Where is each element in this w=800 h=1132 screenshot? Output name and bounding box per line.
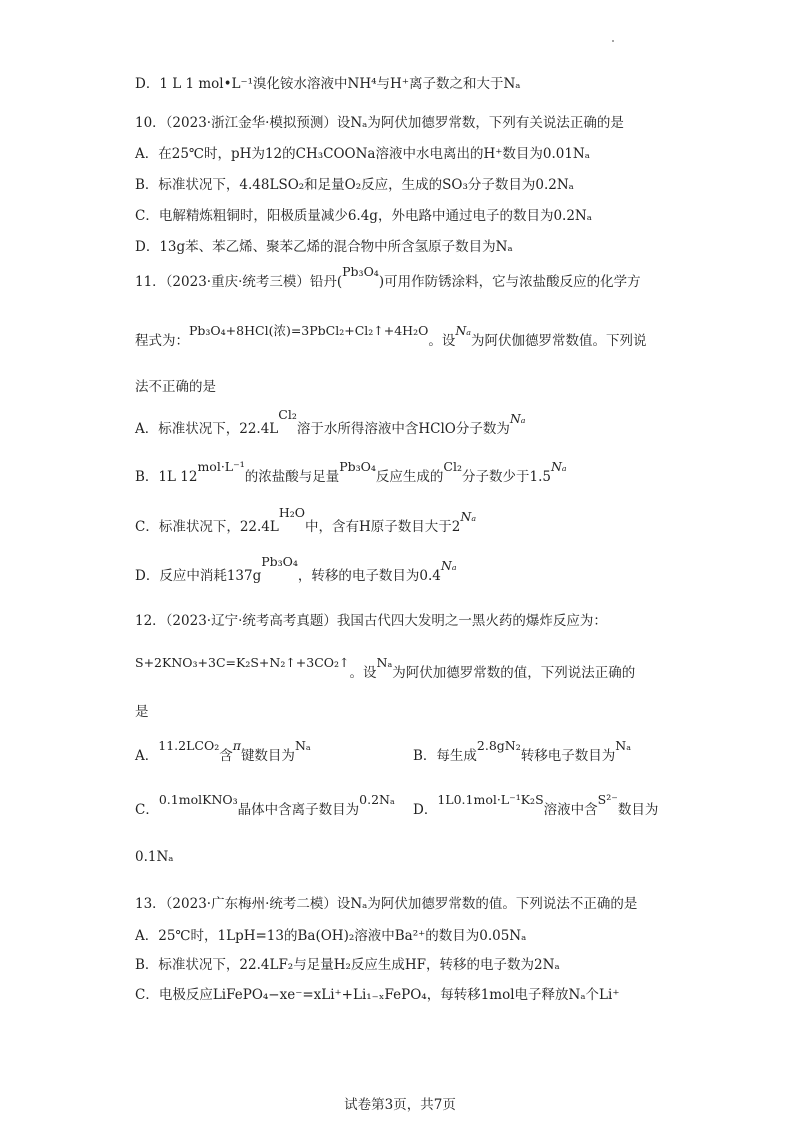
q13-option-c: C．电极反应LiFePO₄−xe⁻=xLi⁺+Li₁₋ₓFePO₄，每转移1mol电子释放Nₐ个Li⁺ [135,987,620,1003]
q11-option-c: C．标准状况下，22.4LH₂O中，含有H原子数目大于2Nₐ [135,505,477,535]
lead-oxide-formula: Pb₃O₄ [339,459,376,474]
q12-option-d: D．1L0.1mol·L⁻¹K₂S溶液中含S²⁻数目为 [413,792,659,818]
kno3-amount: 0.1molKNO₃ [158,792,238,807]
q11-stem-line3: 法不正确的是 [135,379,216,395]
ion-count: 0.2Nₐ [359,792,395,807]
q11-stem-a: 11．（2023·重庆·统考三模）铅丹( [135,274,343,290]
page-footer: 试卷第3页，共7页 [344,1097,456,1113]
q13-option-a: A．25℃时，1LpH=13的Ba(OH)₂溶液中Ba²⁺的数目为0.05Nₐ [135,928,527,944]
n2-mass: 2.8gN₂ [476,738,521,753]
q11-na-symbol: Nₐ [455,323,471,338]
q12-stem: 12．（2023·辽宁·统考高考真题）我国古代四大发明之一黑火药的爆炸反应为： [135,613,607,629]
q12-option-c: C．0.1molKNO₃晶体中含离子数目为0.2Nₐ [135,792,395,818]
water-formula: H₂O [278,505,306,520]
na-symbol: Nₐ [440,558,457,573]
q11-option-d: D．反应中消耗137gPb₃O₄，转移的电子数目为0.4Nₐ [135,554,457,584]
q11-equation: Pb₃O₄+8HCl(浓)=3PbCl₂+Cl₂↑+4H₂O [189,323,429,338]
q10-option-d: D．13g苯、苯乙烯、聚苯乙烯的混合物中所含氢原子数目为Nₐ [135,239,513,255]
q12-stem-line3: 是 [135,704,149,720]
q11-eq-prefix: 程式为： [135,333,189,349]
q13-option-b: B．标准状况下，22.4LF₂与足量H₂反应生成HF，转移的电子数为2Nₐ [135,957,560,973]
q12-equation-line: S+2KNO₃+3C=K₂S+N₂↑+3CO₂↑。设Nₐ为阿伏加德罗常数的值，下列说法正确的 [135,655,636,681]
q11-option-a: A．标准状况下，22.4LCl₂溶于水所得溶液中含HClO分子数为Nₐ [135,407,526,437]
speck-mark [612,40,614,42]
q9-option-d: D．1 L 1 mol•L⁻¹溴化铵水溶液中NH⁴与H⁺离子数之和大于Nₐ [135,76,521,92]
co2-volume: 11.2LCO₂ [158,738,220,753]
q11-eq-suffix-b: 为阿伏伽德罗常数值。下列说 [470,333,647,349]
q10-option-c: C．电解精炼粗铜时，阳极质量减少6.4g，外电路中通过电子的数目为0.2Nₐ [135,208,592,224]
pi-symbol: π [232,738,241,753]
molarity-unit: mol·L⁻¹ [197,459,245,474]
chlorine-formula: Cl₂ [278,407,297,422]
lead-oxide-formula: Pb₃O₄ [261,554,298,569]
na-symbol: Nₐ [376,655,393,670]
k2s-solution: 1L0.1mol·L⁻¹K₂S [437,792,544,807]
q11-eq-suffix-a: 。设 [428,333,456,349]
q13-stem: 13．（2023·广东梅州·统考二模）设Nₐ为阿伏加德罗常数的值。下列说法不正确的是 [135,896,638,912]
q11-stem-formula: Pb₃O₄ [342,264,379,279]
q12-option-d-value: 0.1Nₐ [135,849,174,865]
q10-option-a: A．在25℃时，pH为12的CH₃COONa溶液中水电离出的H⁺数目为0.01Nₐ [135,146,590,162]
na-symbol: Nₐ [615,738,632,753]
na-symbol: Nₐ [294,738,311,753]
q10-option-b: B．标准状况下，4.48LSO₂和足量O₂反应，生成的SO₃分子数目为0.2Nₐ [135,177,574,193]
q11-option-b: B．1L 12mol·L⁻¹的浓盐酸与足量Pb₃O₄反应生成的Cl₂分子数少于1.5Nₐ [135,459,567,485]
q10-stem: 10．（2023·浙江金华·模拟预测）设Nₐ为阿伏加德罗常数，下列有关说法正确的是 [135,115,624,131]
chlorine-formula: Cl₂ [443,459,462,474]
na-symbol: Nₐ [509,411,526,426]
na-symbol: Nₐ [550,459,567,474]
q11-stem-line1 [135,264,641,291]
q12-equation: S+2KNO₃+3C=K₂S+N₂↑+3CO₂↑ [135,655,350,670]
q11-equation-line [135,323,647,350]
q12-option-a: A．11.2LCO₂含π键数目为Nₐ [135,738,311,764]
sulfide-ion: S²⁻ [597,792,618,807]
q11-stem-b: )可用作防锈涂料，它与浓盐酸反应的化学方 [378,274,641,290]
q12-option-b: B．每生成2.8gN₂转移电子数目为Nₐ [413,738,632,764]
na-symbol: Nₐ [460,509,477,524]
